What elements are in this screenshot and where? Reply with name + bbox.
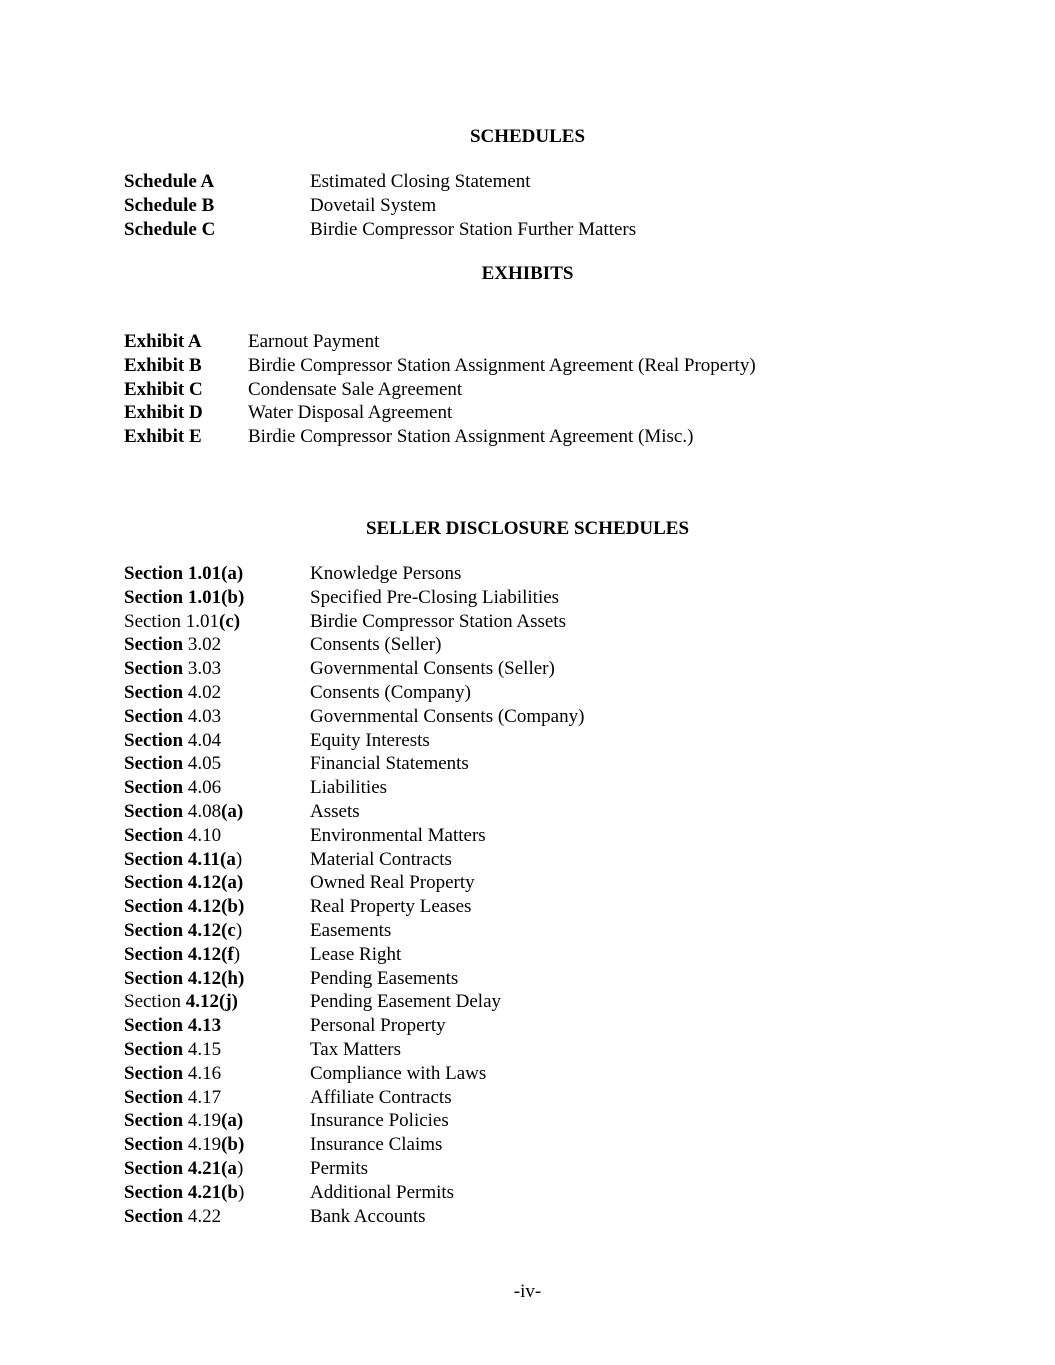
section-ref xyxy=(124,633,221,657)
section-ref xyxy=(124,586,244,610)
section-ref-part: Section 4.12(h) xyxy=(124,967,245,989)
section-ref-part: Section 4.13 xyxy=(124,1015,222,1037)
exhibits-title: Water Disposal Agreement xyxy=(248,402,453,424)
section-row xyxy=(124,729,924,753)
exhibits-title: Birdie Compressor Station Assignment Agreement (Real Property) xyxy=(248,354,756,376)
section-ref-part: Section 4.12(a) xyxy=(124,872,244,894)
section-ref-part: Section xyxy=(124,681,184,703)
section-ref xyxy=(124,610,240,634)
schedules-row xyxy=(124,194,924,218)
section-row xyxy=(124,562,924,586)
section-row xyxy=(124,1038,924,1062)
exhibits-title: Birdie Compressor Station Assignment Agreement (Misc.) xyxy=(248,426,694,448)
section-ref-part: 3.02 xyxy=(183,634,222,656)
section-title: Insurance Policies xyxy=(310,1110,449,1132)
schedules-ref: Schedule A xyxy=(124,171,215,192)
section-title: Equity Interests xyxy=(310,729,430,751)
section-ref-part: 4.22 xyxy=(183,1205,222,1227)
section-ref xyxy=(124,681,221,705)
section-ref-part: ) xyxy=(236,1157,244,1179)
section-ref-part: ) xyxy=(235,848,243,870)
section-ref-part: 4.05 xyxy=(183,753,222,775)
exhibits-title: Earnout Payment xyxy=(248,331,380,352)
section-ref-part: (a) xyxy=(221,1110,244,1132)
section-row xyxy=(124,871,924,895)
section-ref xyxy=(124,871,243,895)
section-row xyxy=(124,943,924,967)
section-ref-part: 4.16 xyxy=(183,1062,222,1084)
section-title: Real Property Leases xyxy=(310,896,472,918)
section-row xyxy=(124,967,924,991)
section-ref-part: (b) xyxy=(221,1134,245,1156)
exhibits-row xyxy=(124,330,924,354)
exhibits-heading: EXHIBITS xyxy=(481,263,574,284)
section-ref-part: 4.10 xyxy=(183,824,222,846)
section-ref-part: Section xyxy=(124,1134,184,1156)
disclosure-heading: SELLER DISCLOSURE SCHEDULES xyxy=(365,518,690,539)
section-title: Owned Real Property xyxy=(310,872,475,894)
section-title: Consents (Company) xyxy=(310,681,471,703)
schedules-heading: SCHEDULES xyxy=(469,126,586,147)
section-title: Consents (Seller) xyxy=(310,634,442,656)
section-ref-part: 4.06 xyxy=(183,777,222,799)
section-ref-part: Section 4.21(b xyxy=(124,1181,238,1203)
section-row xyxy=(124,1109,924,1133)
section-ref-part: (c) xyxy=(219,610,241,632)
section-row xyxy=(124,633,924,657)
section-title: Governmental Consents (Seller) xyxy=(310,658,555,680)
section-row xyxy=(124,681,924,705)
section-row xyxy=(124,657,924,681)
section-ref xyxy=(124,1181,244,1205)
section-ref xyxy=(124,1205,221,1229)
section-ref-part: Section 4.12(b) xyxy=(124,896,245,918)
section-title: Bank Accounts xyxy=(310,1205,426,1227)
section-ref xyxy=(124,848,242,872)
section-ref-part: Section xyxy=(124,705,184,727)
section-ref-part: Section xyxy=(124,1086,184,1108)
exhibits-row xyxy=(124,401,924,425)
section-ref xyxy=(124,990,238,1014)
section-ref xyxy=(124,919,242,943)
section-ref-part: Section xyxy=(124,824,184,846)
section-row xyxy=(124,1181,924,1205)
schedules-row xyxy=(124,218,924,242)
section-row xyxy=(124,705,924,729)
section-ref-part: Section xyxy=(124,777,184,799)
section-row xyxy=(124,776,924,800)
section-title: Specified Pre-Closing Liabilities xyxy=(310,586,560,608)
section-ref xyxy=(124,824,221,848)
section-title: Liabilities xyxy=(310,777,388,799)
section-ref-part: ) xyxy=(233,943,241,965)
section-row xyxy=(124,1014,924,1038)
section-ref-part: Section xyxy=(124,634,184,656)
section-ref xyxy=(124,895,244,919)
section-row xyxy=(124,1205,924,1229)
section-ref xyxy=(124,657,221,681)
section-ref xyxy=(124,1133,244,1157)
section-ref-part: Section xyxy=(124,1110,184,1132)
exhibits-title: Condensate Sale Agreement xyxy=(248,378,463,400)
section-ref xyxy=(124,752,221,776)
exhibits-ref: Exhibit C xyxy=(124,378,203,400)
section-ref-part: Section xyxy=(124,729,184,751)
page-number: -iv- xyxy=(513,1281,542,1302)
section-ref-part: Section xyxy=(124,753,184,775)
section-ref-part: Section 4.21(a xyxy=(124,1157,237,1179)
section-row xyxy=(124,1062,924,1086)
section-ref xyxy=(124,1157,243,1181)
section-title: Financial Statements xyxy=(310,753,469,775)
section-row xyxy=(124,1157,924,1181)
section-ref-part: ) xyxy=(238,1181,245,1203)
section-ref xyxy=(124,776,221,800)
section-ref xyxy=(124,1086,221,1110)
exhibits-row xyxy=(124,425,924,449)
section-ref-part: Section xyxy=(124,1038,184,1060)
section-ref xyxy=(124,800,243,824)
section-ref xyxy=(124,729,221,753)
section-title: Pending Easement Delay xyxy=(310,991,502,1013)
section-ref-part: 4.08 xyxy=(183,800,222,822)
schedules-row xyxy=(124,170,924,194)
section-title: Affiliate Contracts xyxy=(310,1086,452,1108)
schedules-list xyxy=(124,170,924,241)
section-ref-part: 4.12(j) xyxy=(185,991,238,1013)
section-ref-part: 4.17 xyxy=(183,1086,222,1108)
section-ref xyxy=(124,562,243,586)
section-ref-part: Section xyxy=(124,991,186,1013)
exhibits-ref: Exhibit B xyxy=(124,354,202,376)
section-ref-part: Section 1.01(b) xyxy=(124,586,245,608)
section-ref-part: ) xyxy=(235,919,243,941)
section-title: Permits xyxy=(310,1157,369,1179)
section-ref-part: Section 4.12(f xyxy=(124,943,234,965)
section-ref-part: Section 4.11(a xyxy=(124,848,236,870)
section-ref xyxy=(124,1109,243,1133)
section-ref-part: 4.19 xyxy=(183,1110,222,1132)
schedules-ref: Schedule B xyxy=(124,194,215,216)
section-ref-part: 4.15 xyxy=(183,1038,222,1060)
section-ref-part: Section 4.12(c xyxy=(124,919,236,941)
exhibits-ref: Exhibit A xyxy=(124,331,202,352)
exhibits-row xyxy=(124,354,924,378)
section-row xyxy=(124,586,924,610)
section-ref xyxy=(124,1038,221,1062)
section-title: Environmental Matters xyxy=(310,824,486,846)
section-row xyxy=(124,824,924,848)
schedules-title: Birdie Compressor Station Further Matters xyxy=(310,218,637,240)
section-title: Insurance Claims xyxy=(310,1134,443,1156)
section-title: Lease Right xyxy=(310,943,402,965)
section-title: Knowledge Persons xyxy=(310,563,462,584)
section-title: Tax Matters xyxy=(310,1038,402,1060)
section-title: Additional Permits xyxy=(310,1181,455,1203)
section-row xyxy=(124,1086,924,1110)
section-ref-part: Section xyxy=(124,658,184,680)
section-ref-part: (a) xyxy=(221,800,244,822)
section-row xyxy=(124,800,924,824)
section-row xyxy=(124,610,924,634)
section-ref-part: 4.02 xyxy=(183,681,222,703)
section-ref xyxy=(124,943,240,967)
section-ref-part: Section 1.01(a) xyxy=(124,563,244,584)
section-title: Governmental Consents (Company) xyxy=(310,705,585,727)
section-ref-part: 4.19 xyxy=(183,1134,222,1156)
exhibits-ref: Exhibit E xyxy=(124,426,202,448)
section-ref-part: Section xyxy=(124,1205,184,1227)
section-title: Compliance with Laws xyxy=(310,1062,487,1084)
section-ref xyxy=(124,1062,221,1086)
section-row xyxy=(124,1133,924,1157)
section-title: Birdie Compressor Station Assets xyxy=(310,610,566,632)
section-title: Assets xyxy=(310,800,360,822)
section-title: Easements xyxy=(310,919,392,941)
section-ref-part: 4.04 xyxy=(183,729,222,751)
exhibits-list xyxy=(124,330,924,449)
section-ref-part: 3.03 xyxy=(183,658,222,680)
section-row xyxy=(124,752,924,776)
section-title: Personal Property xyxy=(310,1015,446,1037)
schedules-title: Dovetail System xyxy=(310,194,437,216)
schedules-ref: Schedule C xyxy=(124,218,216,240)
section-ref-part: Section xyxy=(124,1062,184,1084)
section-row xyxy=(124,895,924,919)
schedules-title: Estimated Closing Statement xyxy=(310,171,531,192)
section-row xyxy=(124,919,924,943)
section-ref xyxy=(124,967,244,991)
disclosure-list xyxy=(124,562,924,1228)
section-ref xyxy=(124,705,221,729)
section-ref xyxy=(124,1014,221,1038)
section-row xyxy=(124,848,924,872)
section-ref-part: 4.03 xyxy=(183,705,222,727)
section-title: Pending Easements xyxy=(310,967,459,989)
section-ref-part: Section xyxy=(124,800,184,822)
section-title: Material Contracts xyxy=(310,848,452,870)
exhibits-ref: Exhibit D xyxy=(124,402,203,424)
section-ref-part: Section 1.01 xyxy=(124,610,219,632)
section-row xyxy=(124,990,924,1014)
exhibits-row xyxy=(124,378,924,402)
